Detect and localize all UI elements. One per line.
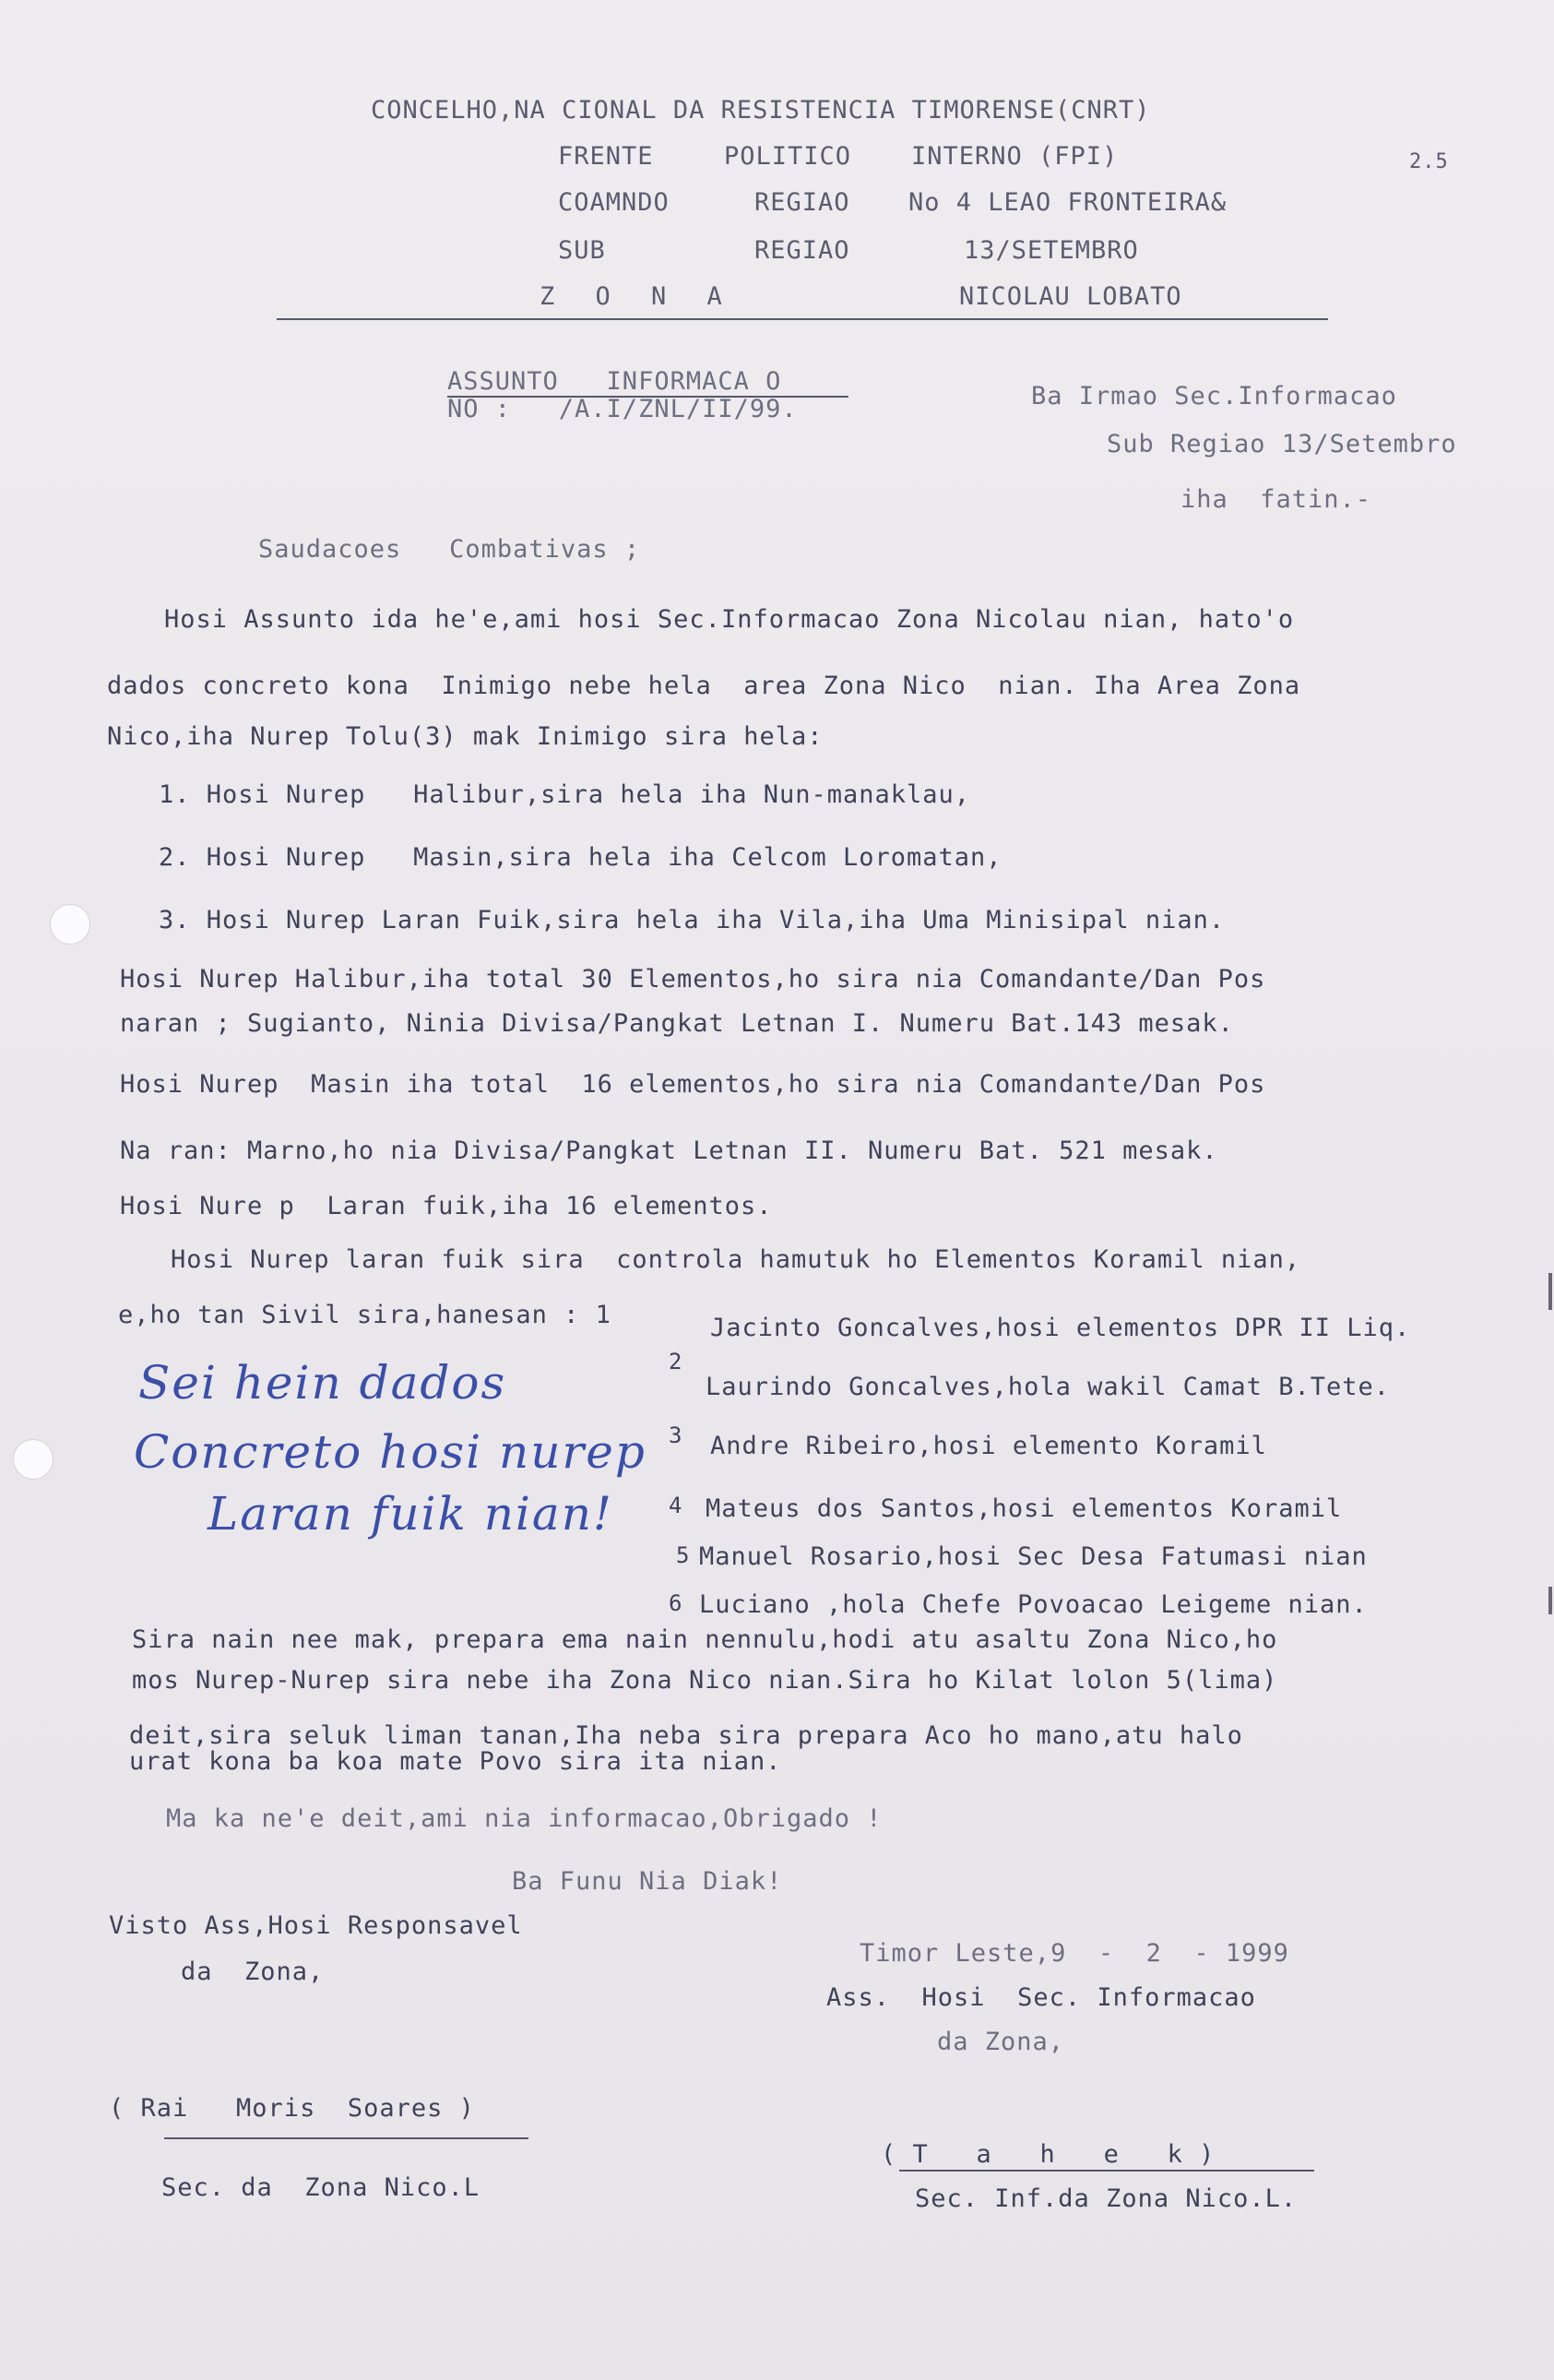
- right-signatory-name: ( T a h e k ): [881, 2140, 1216, 2169]
- list-item: 1. Hosi Nurep Halibur,sira hela iha Nun-manaklau,: [159, 780, 971, 809]
- civilian-item: Mateus dos Santos,hosi elementos Koramil: [706, 1494, 1343, 1523]
- handwritten-note-line: Concreto hosi nurep: [134, 1425, 647, 1479]
- civilian-number: 2: [669, 1349, 683, 1374]
- body-line: Hosi Nurep Masin iha total 16 elementos,ho sira nia Comandante/Dan Pos: [120, 1070, 1266, 1099]
- subject-number: NO : /A.I/ZNL/II/99.: [447, 395, 798, 423]
- punch-hole-bottom: [13, 1439, 53, 1480]
- letterhead-sub-right: 13/SETEMBRO: [964, 236, 1139, 265]
- letterhead-front-mid: POLITICO: [724, 142, 852, 171]
- body-line: Hosi Nure p Laran fuik,iha 16 elementos.: [120, 1192, 773, 1220]
- right-signatory-title: Sec. Inf.da Zona Nico.L.: [915, 2184, 1298, 2213]
- edge-mark: [1548, 1273, 1552, 1310]
- left-signature-rule: [164, 2137, 528, 2139]
- body-line: Hosi Nurep laran fuik sira controla hamutuk ho Elementos Koramil nian,: [171, 1245, 1301, 1274]
- subject-title: ASSUNTO INFORMACA O: [447, 367, 782, 396]
- body-line: Sira nain nee mak, prepara ema nain nennulu,hodi atu asaltu Zona Nico,ho: [132, 1625, 1278, 1654]
- page-mark: 2.5: [1409, 150, 1449, 173]
- letterhead-command-right: No 4 LEAO FRONTEIRA&: [908, 188, 1228, 217]
- edge-mark: [1548, 1587, 1552, 1614]
- letterhead-sub-mid: REGIAO: [754, 236, 850, 265]
- visto-line-1: Visto Ass,Hosi Responsavel: [109, 1911, 523, 1940]
- right-ass-line-2: da Zona,: [937, 2028, 1065, 2056]
- letterhead-command-mid: REGIAO: [754, 188, 850, 217]
- letterhead-front-right: INTERNO (FPI): [911, 142, 1119, 171]
- greeting: Saudacoes Combativas ;: [258, 535, 641, 564]
- body-line: e,ho tan Sivil sira,hanesan : 1: [118, 1301, 611, 1329]
- letterhead-zona-right: NICOLAU LOBATO: [959, 282, 1182, 311]
- letterhead-front-left: FRENTE: [558, 142, 654, 171]
- visto-line-2: da Zona,: [181, 1958, 325, 1986]
- body-line: urat kona ba koa mate Povo sira ita nian.: [129, 1747, 782, 1776]
- civilian-number: 5: [676, 1542, 691, 1568]
- left-signatory-title: Sec. da Zona Nico.L: [161, 2173, 480, 2202]
- body-line: mos Nurep-Nurep sira nebe iha Zona Nico nian.Sira ho Kilat lolon 5(lima): [132, 1666, 1278, 1695]
- recipient-line-2: Sub Regiao 13/Setembro: [1107, 430, 1457, 458]
- civilian-item: Manuel Rosario,hosi Sec Desa Fatumasi nian: [699, 1542, 1368, 1571]
- closing-line: Ma ka ne'e deit,ami nia informacao,Obrigado !: [166, 1804, 883, 1833]
- civilian-item: Andre Ribeiro,hosi elemento Koramil: [710, 1432, 1267, 1460]
- right-ass-line-1: Ass. Hosi Sec. Informacao: [826, 1983, 1256, 2012]
- letterhead-org: CONCELHO,NA CIONAL DA RESISTENCIA TIMORENSE(CNRT): [371, 96, 1151, 125]
- recipient-line-3: iha fatin.-: [1180, 485, 1372, 514]
- letterhead-command-left: COAMNDO: [558, 188, 670, 217]
- letterhead-rule: [277, 318, 1328, 320]
- punch-hole-top: [50, 904, 90, 945]
- letterhead-zona-left: Z O N A: [540, 282, 735, 311]
- handwritten-note-line: Laran fuik nian!: [208, 1487, 614, 1541]
- civilian-item: Jacinto Goncalves,hosi elementos DPR II Liq.: [710, 1314, 1411, 1342]
- body-line: deit,sira seluk liman tanan,Iha neba sira prepara Aco ho mano,atu halo: [129, 1721, 1243, 1750]
- civilian-number: 6: [669, 1590, 683, 1616]
- body-line: naran ; Sugianto, Ninia Divisa/Pangkat Letnan I. Numeru Bat.143 mesak.: [120, 1009, 1234, 1038]
- body-line: Hosi Assunto ida he'e,ami hosi Sec.Informacao Zona Nicolau nian, hato'o: [164, 605, 1295, 634]
- body-line: Hosi Nurep Halibur,iha total 30 Elementos,ho sira nia Comandante/Dan Pos: [120, 965, 1266, 994]
- civilian-number: 3: [669, 1422, 683, 1448]
- list-item: 3. Hosi Nurep Laran Fuik,sira hela iha Vila,iha Uma Minisipal nian.: [159, 906, 1226, 934]
- motto: Ba Funu Nia Diak!: [512, 1867, 783, 1896]
- body-line: dados concreto kona Inimigo nebe hela area Zona Nico nian. Iha Area Zona: [107, 672, 1301, 700]
- civilian-item: Laurindo Goncalves,hola wakil Camat B.Tete.: [706, 1373, 1390, 1401]
- handwritten-note-line: Sei hein dados: [138, 1356, 507, 1410]
- date-line: Timor Leste,9 - 2 - 1999: [860, 1939, 1289, 1968]
- right-signature-rule: [899, 2170, 1314, 2172]
- left-signatory-name: ( Rai Moris Soares ): [109, 2094, 475, 2123]
- body-line: Na ran: Marno,ho nia Divisa/Pangkat Letnan II. Numeru Bat. 521 mesak.: [120, 1136, 1218, 1165]
- civilian-number: 4: [669, 1493, 683, 1518]
- list-item: 2. Hosi Nurep Masin,sira hela iha Celcom Loromatan,: [159, 843, 1002, 872]
- body-line: Nico,iha Nurep Tolu(3) mak Inimigo sira hela:: [107, 722, 824, 751]
- letterhead-sub-left: SUB: [558, 236, 606, 265]
- recipient-line-1: Ba Irmao Sec.Informacao: [1031, 382, 1397, 411]
- civilian-item: Luciano ,hola Chefe Povoacao Leigeme nian.: [699, 1590, 1368, 1619]
